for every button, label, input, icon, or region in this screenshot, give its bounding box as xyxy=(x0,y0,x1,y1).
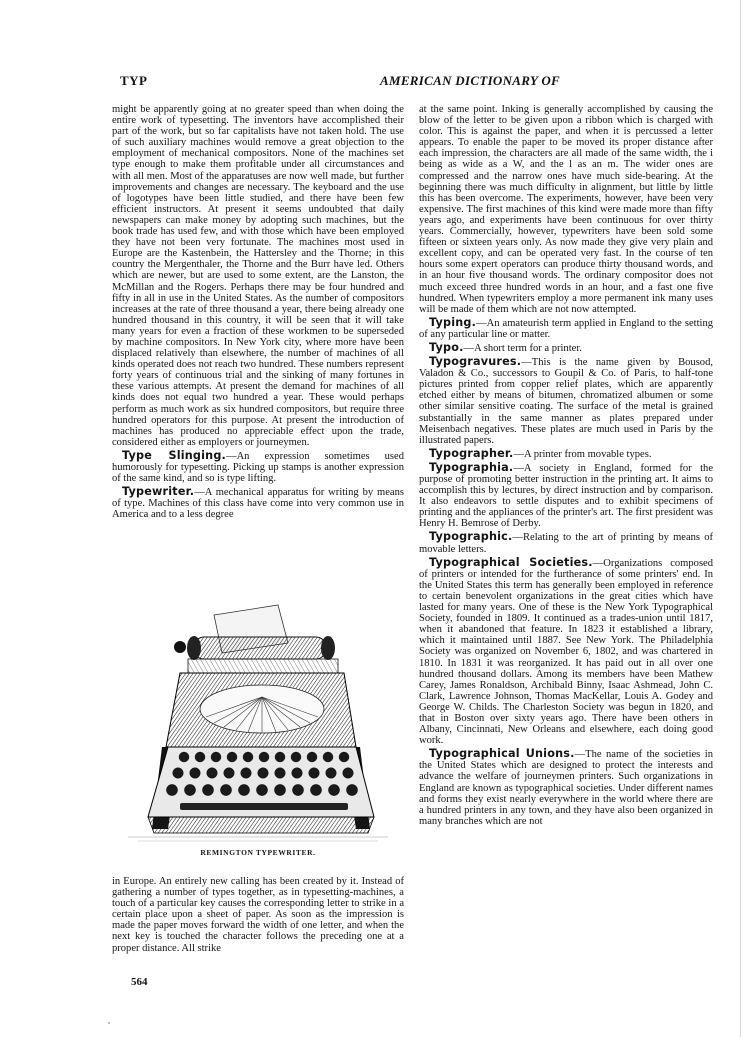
header-title: AMERICAN DICTIONARY OF xyxy=(380,73,560,88)
entry-definition: —A society in England, formed for the purpose of promoting better instruction in the printing art. It aims to accomplish this by lectures, by direct instruction and by comparison. It also endeavors to settle disputes and to exhibit specimens of printing and the appliances of the printer's art. The first president was Henry H. Bemrose of Derby. xyxy=(419,462,713,530)
page-number: 564 xyxy=(131,976,148,988)
entry-definition: —Organizations composed of printers or intended for the furtherance of some printers' end. In the United States this term has generally been employed in reference to certain benevolent organizations in the great cities which have lasted for many years. One of these is the New York Typographical Society, founded in 1809. It continued as a trades-union until 1817, when it abandoned that feature. In 1823 it established a library, which it maintained until 1887. See New York. The Philadelphia Society was organized on November 6, 1802, and was chartered in 1810. In 1831 it was reorganized. It has paid out in all over one hundred thousand dollars. Among its members have been Mathew Carey, James Ronaldson, Archibald Binny, Isaac Ashmead, John C. Clark, Lawrence Johnson, Thomas MacKellar, Louis A. Godey and George W. Childs. The Charleston Society was begun in 1820, and that in Boston over sixty years ago. There have been others in Albany, Cincinnati, New Orleans and elsewhere, each doing good work. xyxy=(419,557,713,747)
body-paragraph: in Europe. An entirely new calling has been created by it. Instead of gathering a number of types together, as in typesetting-machines, a touch of a particular key causes the corresponding letter to strike in a certain place upon a sheet of paper. As soon as the impression is made the paper moves forward the width of one letter, and when the next key is touched the character follows the preceding one at a proper distance. All strike xyxy=(112,876,404,954)
dictionary-entry xyxy=(419,317,713,340)
entry-definition: —A mechanical apparatus for writing by means of type. Machines of this class have come into very common use in America and to a less degree xyxy=(112,487,404,521)
entry-term: Typewriter. xyxy=(122,485,195,499)
entry-term: Typo. xyxy=(429,340,464,354)
entry-definition: —This is the name given by Bousod, Valadon & Co., successors to Goupil & Co. of Paris, to half-tone pictures printed from copper relief plates, which are apparently etched either by means of bitumen, chromatized albumen or some other similar sensitive coating. The surface of the metal is grained substantially in the same manner as plates prepared under Meisenbach negatives. These plates are much used in Paris by the illustrated papers. xyxy=(419,357,713,446)
typewriter-illustration xyxy=(118,597,398,865)
dictionary-entry xyxy=(419,356,713,446)
entry-term: Typographia. xyxy=(429,460,514,474)
entry-definition: —An expression sometimes used humorously for typesetting. Picking up stamps is another expression of the same kind, and so is type lifting. xyxy=(112,450,404,485)
entry-term: Typographer. xyxy=(429,446,514,460)
entry-term: Typographic. xyxy=(429,530,513,544)
dictionary-entry xyxy=(419,448,713,460)
entry-definition: —An amateurish term applied in England to the setting of any particular line or matter. xyxy=(419,317,713,340)
body-paragraph: might be apparently going at no greater speed than when doing the entire work of typesetting. The inventors have accomplished their part of the work, but so far capitalists have not taken hold. The use of such auxiliary machines would remove a great objection to the employment of mechanical compositors. None of the machines set type enough to make them profitable under all circumstances and with all men. Most of the apparatuses are now well made, but further improvements and changes are necessary. The keyboard and the use of logotypes have been little studied, and there have been few efficient instructors. At present it seems undoubted that daily newspapers can make money by adopting such machines, but the book trade has used few, and with those which have been employed they have not been very fortunate. The machines most used in Europe are the Kastenbein, the Hattersley and the Thorne; in this country the Mergenthaler, the Thorne and the Burr have led. Others which are newer, but are used to some extent, are the Lanston, the McMillan and the Rogers. Perhaps there may be four hundred and fifty in all in use in the United States. As the number of compositors increases at the rate of three thousand a year, there being already one hundred thousand in this country, it will be seen that it will take many years for even a fraction of these workmen to be superseded by machine compositors. In New York city, where more have been displaced relatively than elsewhere, the number of machines of all kinds operated does not reach two hundred. These numbers represent forty years of continuous trial and the sinking of many fortunes in these various attempts. At present the demand for machines of all kinds does not equal two hundred a year. These would perhaps perform as much work as six hundred compositors, but require three hundred operators for this purpose. At present the introduction of machines has produced no appreciable effect upon the trade, considered either as employers or journeymen. xyxy=(112,104,404,448)
dictionary-entry xyxy=(419,748,713,827)
dictionary-entry xyxy=(419,531,713,554)
entry-term: Typogravures. xyxy=(429,355,522,369)
left-column-bottom xyxy=(112,876,404,980)
figure-caption: REMINGTON TYPEWRITER. xyxy=(200,848,316,857)
page-edge-line xyxy=(740,0,741,1037)
dictionary-entry xyxy=(112,450,404,484)
entry-definition: —A short term for a printer. xyxy=(463,342,582,354)
dictionary-entry xyxy=(112,486,404,520)
entry-definition: —Relating to the art of printing by means of movable letters. xyxy=(419,532,713,555)
header-guide-word: TYP xyxy=(120,73,148,88)
entry-term: Typographical Societies. xyxy=(429,555,593,569)
entry-term: Typographical Unions. xyxy=(429,747,575,761)
entry-term: Type Slinging. xyxy=(122,448,227,462)
running-header xyxy=(110,73,726,91)
typewriter-engraving-icon xyxy=(118,597,398,847)
right-column xyxy=(419,104,713,976)
scan-speck xyxy=(108,1022,110,1024)
dictionary-entry xyxy=(419,462,713,530)
entry-definition: —The name of the societies in the United States which are designed to protect the interests and advance the welfare of journeymen printers. Such organizations in England are known as typographical societies. Under different names and forms they exist nearly everywhere in the world where there are a hundred printers in any town, and they have also been organized in many branches which are not xyxy=(419,749,713,827)
entry-term: Typing. xyxy=(429,315,477,329)
dictionary-entry xyxy=(419,342,713,354)
entry-definition: —A printer from movable types. xyxy=(513,448,652,460)
left-column-top xyxy=(112,104,404,624)
dictionary-entry xyxy=(419,557,713,747)
body-paragraph: at the same point. Inking is generally accomplished by causing the blow of the letter to be given upon a ribbon which is charged with color. This is against the paper, and when it is percussed a letter appears. To enable the paper to be moved its proper distance after each impression, the characters are all made of the same width, the i being as wide as a W, and the l as an m. The wider ones are compressed and the narrow ones have much side-bearing. At the beginning there was much difficulty in alignment, but little by little this has been overcome. The experiments, however, have been very expensive. The first machines of this kind were made more than fifty years ago, and experiments have been continuous for over thirty years. Commercially, however, typewriters have been sold some fifteen or sixteen years only. As now made they give very plain and excellent copy, and can be operated very fast. In the course of ten hours some expert operators can produce thirty thousand words, and in an hour five thousand words. The ordinary compositor does not much exceed three hundred words in an hour, and a fast one five hundred. When typewriters employ a more permanent ink many uses will be made of them which are not now attempted. xyxy=(419,104,713,315)
